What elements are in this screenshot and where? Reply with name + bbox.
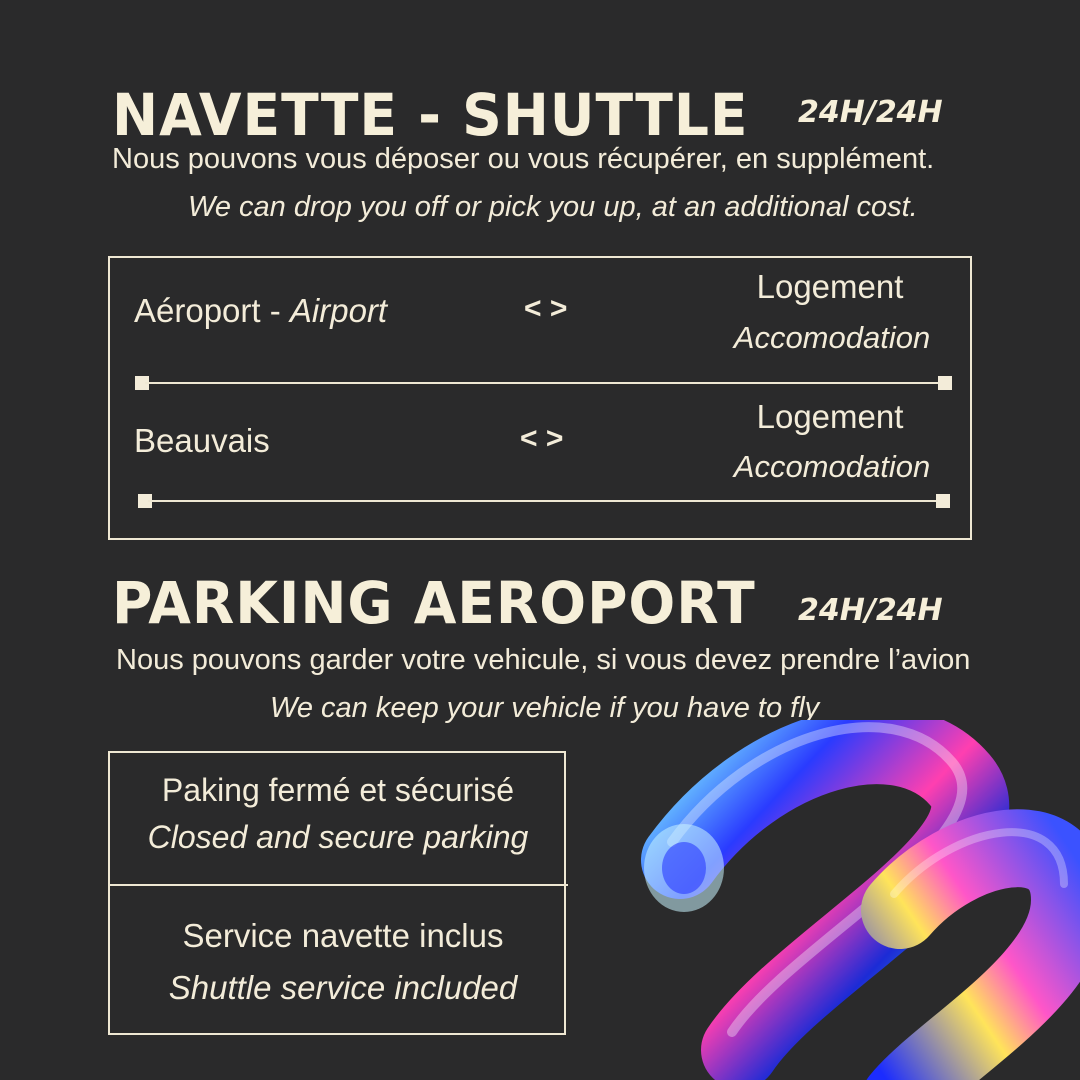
- parking-hours-badge: 24H/24H: [798, 593, 943, 628]
- route-airport-arrows: < >: [524, 292, 568, 325]
- feature-secure-parking-fr: Paking fermé et sécurisé: [161, 772, 515, 808]
- route-airport-dest-en: Accomodation: [733, 320, 931, 355]
- divider-end-right: [936, 494, 950, 508]
- route-divider: [148, 500, 940, 502]
- route-divider: [145, 382, 940, 384]
- route-beauvais-arrows: < >: [520, 422, 564, 455]
- feature-shuttle-included: [110, 917, 576, 1007]
- route-airport-label: [134, 292, 387, 330]
- shuttle-desc-fr: Nous pouvons vous déposer ou vous récupérer, en supplément.: [112, 143, 935, 175]
- route-airport-en: Airport: [289, 292, 388, 329]
- shuttle-hours-badge: 24H/24H: [798, 95, 943, 130]
- parking-title: PARKING AEROPORT: [112, 569, 756, 637]
- feature-shuttle-included-en: Shuttle service included: [168, 969, 518, 1006]
- parking-desc-fr: Nous pouvons garder votre vehicule, si vous devez prendre l’avion: [116, 644, 971, 676]
- parking-desc-en: We can keep your vehicle if you have to fly: [270, 692, 820, 724]
- iridescent-spring-decoration: [600, 720, 1080, 1080]
- route-beauvais-label: Beauvais: [134, 422, 270, 459]
- features-divider: [108, 884, 568, 886]
- feature-secure-parking-en: Closed and secure parking: [147, 819, 529, 855]
- feature-shuttle-included-fr: Service navette inclus: [182, 917, 504, 954]
- feature-secure-parking: [110, 772, 566, 856]
- route-airport-fr: Aéroport -: [134, 292, 290, 329]
- shuttle-desc-en: We can drop you off or pick you up, at an additional cost.: [188, 191, 918, 223]
- route-beauvais-dest-fr: Logement: [756, 398, 904, 435]
- shuttle-title: NAVETTE - SHUTTLE: [112, 81, 749, 149]
- route-airport-dest-fr: Logement: [756, 268, 904, 305]
- route-beauvais-dest-en: Accomodation: [733, 449, 931, 484]
- divider-end-right: [938, 376, 952, 390]
